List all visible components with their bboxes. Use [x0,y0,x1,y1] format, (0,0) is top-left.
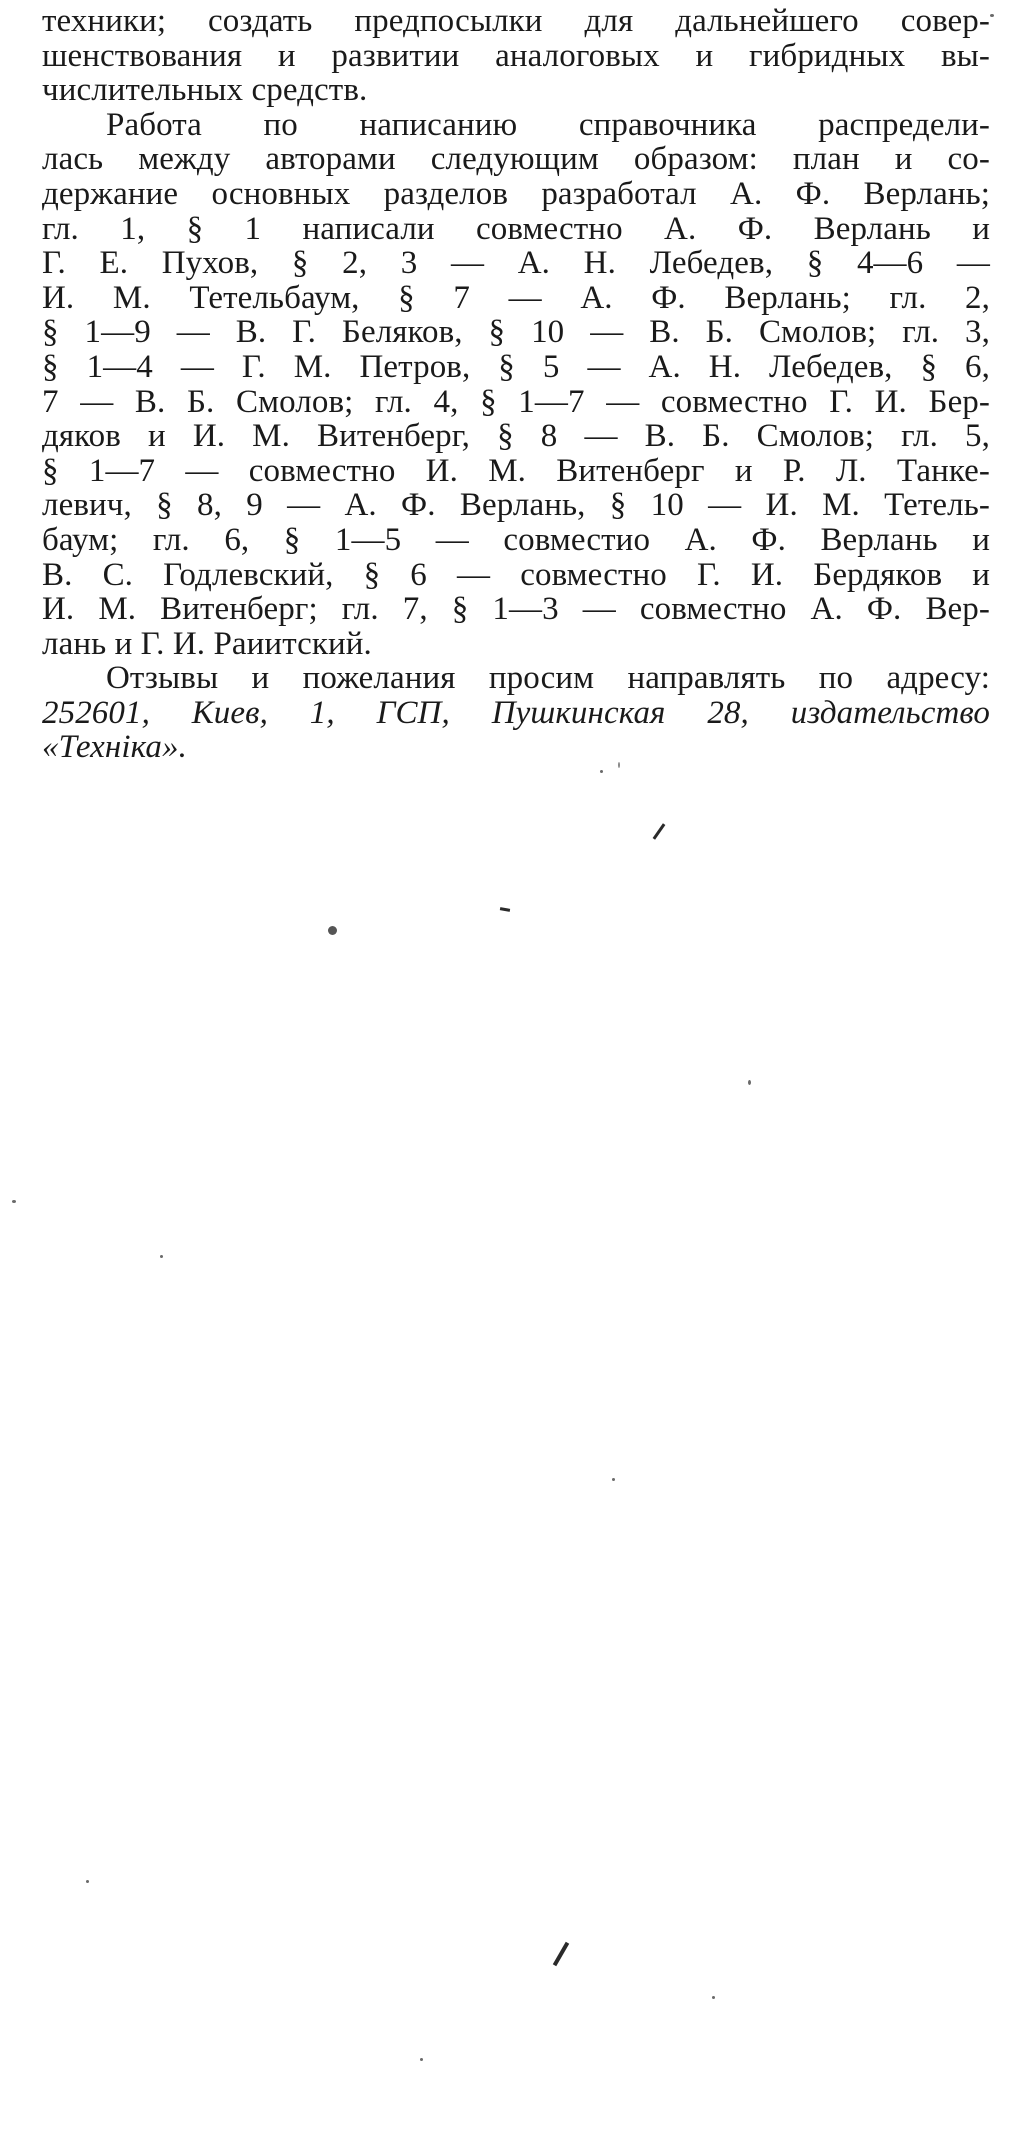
text-line: шенствования и развитии аналоговых и гибридных вы- [42,37,990,74]
address-line: «Техніка». [42,729,187,766]
speck [712,1996,715,1999]
speck [990,14,994,17]
speck [86,1880,89,1883]
text-line: § 1—4 — Г. М. Петров, § 5 — А. Н. Лебедев, § 6, [42,348,990,385]
scratch-mark [553,1942,569,1967]
speck [160,1255,163,1258]
text-line: дяков и И. М. Витенберг, § 8 — В. Б. Смолов; гл. 5, [42,418,990,455]
speck [12,1200,16,1203]
text-line: Отзывы и пожелания просим направлять по адресу: [106,660,990,697]
paragraph-intro [42,4,990,108]
text-line: И. М. Тетельбаум, § 7 — А. Ф. Верлань; гл. 2, [42,279,990,316]
text-line: лась между авторами следующим образом: план и со- [42,141,990,178]
speck [420,2058,423,2061]
text-line: § 1—7 — совместно И. М. Витенберг и Р. Л. Танке- [42,452,990,489]
scratch-mark [653,823,666,839]
paragraph-feedback [42,661,990,765]
text-line: лань и Г. И. Раиитский. [42,625,372,662]
address-line: 252601, Киев, 1, ГСП, Пушкинская 28, издательство [42,694,990,731]
scratch-mark [500,907,510,912]
speck [748,1080,751,1085]
speck [618,762,620,768]
document-page [42,4,990,765]
text-line: держание основных разделов разработал А. Ф. Верлань; [42,175,990,212]
text-line: Г. Е. Пухов, § 2, 3 — А. Н. Лебедев, § 4—6 — [42,245,990,282]
paragraph-authors [42,108,990,662]
text-line: баум; гл. 6, § 1—5 — совместио А. Ф. Верлань и [42,521,990,558]
text-line: Работа по написанию справочника распредели- [106,106,990,143]
text-line: И. М. Витенберг; гл. 7, § 1—3 — совместно А. Ф. Вер- [42,591,990,628]
speck [612,1478,615,1481]
text-line: гл. 1, § 1 написали совместно А. Ф. Верлань и [42,210,990,247]
speck [600,770,603,773]
text-line: 7 — В. Б. Смолов; гл. 4, § 1—7 — совместно Г. И. Бер- [42,383,990,420]
text-line: В. С. Годлевский, § 6 — совместно Г. И. Бердяков и [42,556,990,593]
text-line: § 1—9 — В. Г. Беляков, § 10 — В. Б. Смолов; гл. 3, [42,314,990,351]
text-line: левич, § 8, 9 — А. Ф. Верлань, § 10 — И. М. Тетель- [42,487,990,524]
speck [328,926,337,935]
text-line: числительных средств. [42,72,368,109]
text-line: техники; создать предпосылки для дальнейшего совер- [42,3,990,39]
